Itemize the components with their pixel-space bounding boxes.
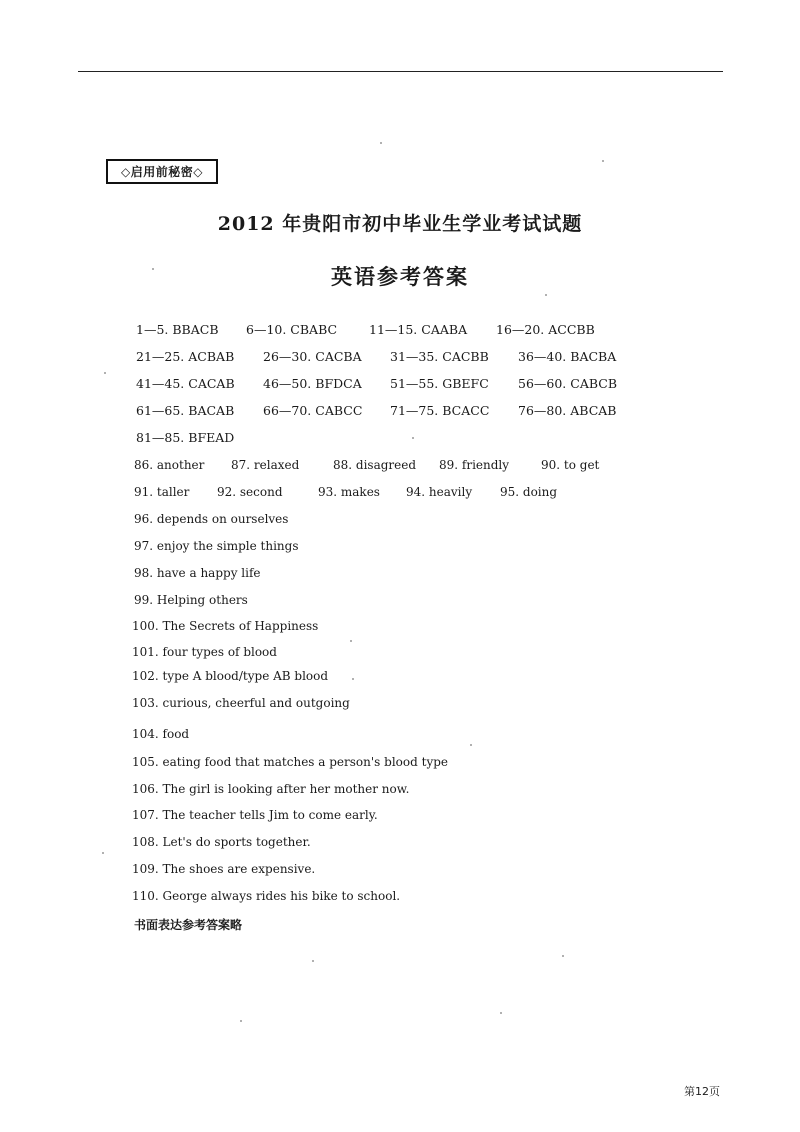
essay-note: 书面表达参考答案略	[134, 918, 243, 932]
mc-answer: 36—40. BACBA	[518, 349, 617, 364]
word-answer: 94. heavily	[406, 485, 473, 499]
answer-line: 100. The Secrets of Happiness	[132, 619, 319, 633]
mc-answer: 41—45. CACAB	[136, 376, 235, 391]
answer-line: 104. food	[132, 727, 190, 741]
answer-line: 107. The teacher tells Jim to come early.	[132, 808, 378, 822]
word-answer: 86. another	[134, 458, 205, 472]
scan-speck	[545, 294, 547, 296]
word-answer: 90. to get	[541, 458, 600, 472]
answer-line: 97. enjoy the simple things	[134, 539, 299, 553]
scan-speck	[102, 852, 104, 854]
scan-speck	[240, 1020, 242, 1022]
mc-answer: 46—50. BFDCA	[263, 376, 362, 391]
word-answer: 91. taller	[134, 485, 190, 499]
scan-speck	[152, 268, 154, 270]
scan-speck	[562, 955, 564, 957]
mc-answer: 11—15. CAABA	[369, 322, 468, 337]
word-answer: 95. doing	[500, 485, 558, 499]
answer-line: 106. The girl is looking after her mother now.	[132, 782, 410, 796]
word-answer: 92. second	[217, 485, 283, 499]
answer-line: 108. Let's do sports together.	[132, 835, 311, 849]
mc-answer: 21—25. ACBAB	[136, 349, 235, 364]
word-answer: 87. relaxed	[231, 458, 300, 472]
mc-answer: 71—75. BCACC	[390, 403, 490, 418]
answer-line: 102. type A blood/type AB blood	[132, 669, 329, 683]
mc-answer: 6—10. CBABC	[246, 322, 338, 337]
word-answer: 93. makes	[318, 485, 380, 499]
mc-answer: 16—20. ACCBB	[496, 322, 595, 337]
mc-answer: 51—55. GBEFC	[390, 376, 489, 391]
answer-line: 99. Helping others	[134, 593, 248, 607]
exam-title: 2012 年贵阳市初中毕业生学业考试试题	[217, 213, 583, 235]
scan-speck	[312, 960, 314, 962]
page-number: 第12页	[684, 1085, 720, 1098]
answer-line: 110. George always rides his bike to school.	[132, 889, 401, 903]
scan-speck	[350, 640, 352, 642]
word-answer: 88. disagreed	[333, 458, 417, 472]
answer-line: 96. depends on ourselves	[134, 512, 289, 526]
mc-answer: 56—60. CABCB	[518, 376, 618, 391]
mc-answer: 66—70. CABCC	[263, 403, 363, 418]
answer-line: 109. The shoes are expensive.	[132, 862, 316, 876]
mc-answer: 61—65. BACAB	[136, 403, 235, 418]
answer-line: 101. four types of blood	[132, 645, 277, 659]
answer-line: 103. curious, cheerful and outgoing	[132, 696, 350, 710]
scan-speck	[500, 1012, 502, 1014]
mc-answer: 1—5. BBACB	[136, 322, 219, 337]
answer-line: 98. have a happy life	[134, 566, 261, 580]
confidential-badge: ◇启用前秘密◇	[106, 159, 218, 184]
scan-speck	[602, 160, 604, 162]
mc-answer: 76—80. ABCAB	[518, 403, 617, 418]
scan-speck	[412, 437, 414, 439]
word-answer: 89. friendly	[439, 458, 510, 472]
top-rule	[78, 71, 723, 72]
mc-answer: 31—35. CACBB	[390, 349, 489, 364]
mc-answer: 81—85. BFEAD	[136, 430, 235, 445]
scan-speck	[352, 678, 354, 680]
scan-speck	[104, 372, 106, 374]
scan-speck	[380, 142, 382, 144]
scan-speck	[470, 744, 472, 746]
answer-line: 105. eating food that matches a person's blood type	[132, 755, 449, 769]
answer-key-heading: 英语参考答案	[331, 264, 469, 289]
mc-answer: 26—30. CACBA	[263, 349, 362, 364]
